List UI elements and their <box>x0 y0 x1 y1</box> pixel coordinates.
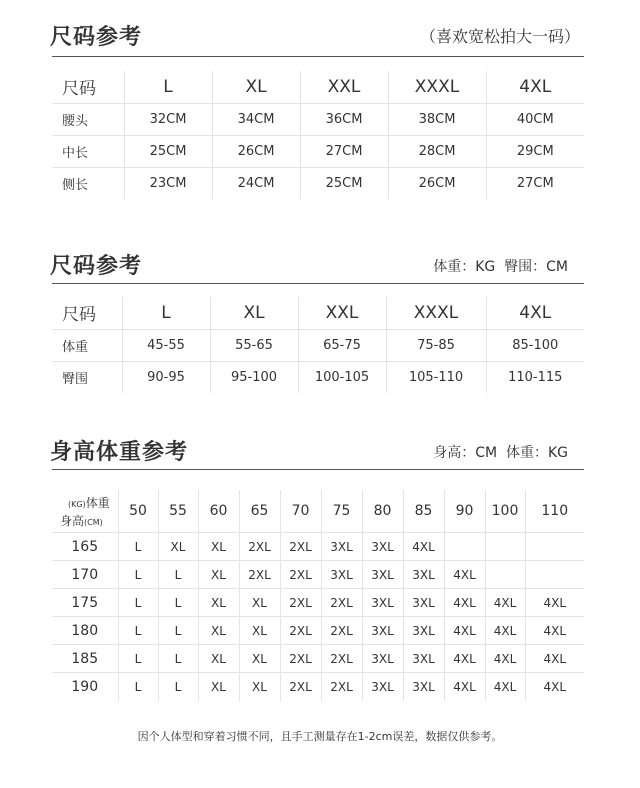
size-cell: 3XL <box>403 645 444 673</box>
header-cell: XXXL <box>388 71 486 103</box>
table-row <box>52 329 584 361</box>
size-cell: 3XL <box>403 673 444 701</box>
size-cell: L <box>118 533 158 561</box>
table-cell: 95-100 <box>210 361 298 393</box>
size-cell: L <box>118 617 158 645</box>
size-cell: 3XL <box>362 589 403 617</box>
section3-title: 身高体重参考 <box>50 440 189 465</box>
size-measure-table <box>52 71 584 199</box>
weight-header-cell: 110 <box>525 490 584 533</box>
table-cell: 45-55 <box>122 329 210 361</box>
table-row <box>52 135 584 167</box>
table-cell: 85-100 <box>486 329 584 361</box>
height-weight-table <box>52 490 584 701</box>
weight-axis-label: 体重 <box>85 496 110 510</box>
header-cell: XXL <box>298 297 386 329</box>
row-label: 体重 <box>52 329 122 361</box>
weight-header-cell: 80 <box>362 490 403 533</box>
table-cell: 32CM <box>124 103 212 135</box>
size-cell <box>485 533 525 561</box>
size-cell: 4XL <box>525 673 584 701</box>
header-cell: XXL <box>300 71 388 103</box>
size-cell: 3XL <box>362 645 403 673</box>
header-cell: 4XL <box>486 71 584 103</box>
table-cell: 100-105 <box>298 361 386 393</box>
size-cell: 2XL <box>280 673 321 701</box>
table-row <box>52 645 584 673</box>
size-cell: L <box>158 617 198 645</box>
section2-divider <box>52 283 584 284</box>
size-cell: 2XL <box>321 673 362 701</box>
row-label: 腰头 <box>52 103 124 135</box>
height-unit: (CM) <box>84 518 103 527</box>
header-cell: XL <box>212 71 300 103</box>
size-cell: 4XL <box>403 533 444 561</box>
row-label: 侧长 <box>52 167 124 199</box>
size-cell: 2XL <box>239 533 280 561</box>
size-cell: 2XL <box>321 589 362 617</box>
size-cell: L <box>118 589 158 617</box>
header-cell: L <box>124 71 212 103</box>
weight-unit: (KG) <box>68 500 86 509</box>
table-cell: 36CM <box>300 103 388 135</box>
table-cell: 75-85 <box>386 329 486 361</box>
section1-note: （喜欢宽松拍大一码） <box>419 27 580 46</box>
size-cell: 3XL <box>321 561 362 589</box>
size-cell: 3XL <box>403 589 444 617</box>
table-row <box>52 561 584 589</box>
section1-divider <box>52 56 584 57</box>
size-cell: XL <box>198 645 239 673</box>
table-row <box>52 167 584 199</box>
size-cell: 3XL <box>321 533 362 561</box>
size-cell: 4XL <box>485 645 525 673</box>
height-label: 165 <box>52 533 118 561</box>
table-row <box>52 533 584 561</box>
size-cell: XL <box>239 589 280 617</box>
weight-header-cell: 85 <box>403 490 444 533</box>
table-cell: 28CM <box>388 135 486 167</box>
section3-note: 身高：CM 体重：KG <box>433 445 568 461</box>
table-cell: 26CM <box>212 135 300 167</box>
size-cell: XL <box>198 589 239 617</box>
section2-note: 体重：KG 臀围：CM <box>433 259 568 275</box>
table-header-row <box>52 71 584 103</box>
size-cell: L <box>158 561 198 589</box>
table-cell: 23CM <box>124 167 212 199</box>
size-cell <box>444 533 485 561</box>
section1-title: 尺码参考 <box>50 25 143 50</box>
size-cell: 4XL <box>485 617 525 645</box>
size-cell: 2XL <box>280 561 321 589</box>
height-axis-label: 身高 <box>60 514 85 528</box>
size-cell: 3XL <box>403 617 444 645</box>
header-cell: XXXL <box>386 297 486 329</box>
size-cell: XL <box>158 533 198 561</box>
size-cell: 2XL <box>280 645 321 673</box>
size-cell: 2XL <box>321 617 362 645</box>
height-weight-body <box>52 533 584 701</box>
size-cell: 4XL <box>485 589 525 617</box>
section2-title: 尺码参考 <box>50 254 143 279</box>
table-row <box>52 589 584 617</box>
header-cell: 4XL <box>486 297 584 329</box>
table-row <box>52 361 584 393</box>
size-cell: XL <box>198 617 239 645</box>
size-cell: L <box>158 673 198 701</box>
weight-header-cell: 60 <box>198 490 239 533</box>
size-cell: 3XL <box>362 533 403 561</box>
size-cell: 4XL <box>525 617 584 645</box>
table-header-row <box>52 297 584 329</box>
table-cell: 90-95 <box>122 361 210 393</box>
size-cell: XL <box>198 533 239 561</box>
table-cell: 34CM <box>212 103 300 135</box>
size-cell: L <box>118 561 158 589</box>
size-cell: 2XL <box>280 589 321 617</box>
height-label: 185 <box>52 645 118 673</box>
weight-header-cell: 65 <box>239 490 280 533</box>
height-label: 170 <box>52 561 118 589</box>
size-cell <box>525 561 584 589</box>
table-cell: 26CM <box>388 167 486 199</box>
size-cell: XL <box>198 673 239 701</box>
size-cell <box>485 561 525 589</box>
size-cell: XL <box>239 645 280 673</box>
row-label: 中长 <box>52 135 124 167</box>
weight-header-cell: 50 <box>118 490 158 533</box>
size-cell: L <box>118 645 158 673</box>
size-cell: L <box>158 589 198 617</box>
size-cell: 4XL <box>444 673 485 701</box>
height-label: 175 <box>52 589 118 617</box>
size-cell: 4XL <box>525 589 584 617</box>
size-cell: 4XL <box>525 645 584 673</box>
size-cell: 2XL <box>239 561 280 589</box>
table-row <box>52 673 584 701</box>
table-cell: 40CM <box>486 103 584 135</box>
size-cell: XL <box>198 561 239 589</box>
table-cell: 110-115 <box>486 361 584 393</box>
table-cell: 27CM <box>486 167 584 199</box>
weight-header-cell: 70 <box>280 490 321 533</box>
size-cell: 4XL <box>444 617 485 645</box>
corner-cell <box>52 490 118 533</box>
header-cell: 尺码 <box>62 305 96 326</box>
header-cell: XL <box>210 297 298 329</box>
size-cell: 4XL <box>444 561 485 589</box>
size-cell: 2XL <box>321 645 362 673</box>
size-cell: L <box>158 645 198 673</box>
weight-header-cell: 75 <box>321 490 362 533</box>
header-cell: L <box>122 297 210 329</box>
size-cell: 2XL <box>280 533 321 561</box>
height-label: 180 <box>52 617 118 645</box>
size-cell: 3XL <box>362 673 403 701</box>
table-cell: 25CM <box>300 167 388 199</box>
height-label: 190 <box>52 673 118 701</box>
table-cell: 25CM <box>124 135 212 167</box>
table-cell: 65-75 <box>298 329 386 361</box>
size-cell: 3XL <box>403 561 444 589</box>
size-cell: 4XL <box>485 673 525 701</box>
size-cell: 4XL <box>444 589 485 617</box>
table-cell: 27CM <box>300 135 388 167</box>
size-cell: 2XL <box>280 617 321 645</box>
table-cell: 29CM <box>486 135 584 167</box>
size-cell: XL <box>239 617 280 645</box>
size-weight-table <box>52 297 584 393</box>
table-header-row <box>52 490 584 533</box>
footnote: 因个人体型和穿着习惯不同，且手工测量存在1-2cm误差，数据仅供参考。 <box>137 730 503 743</box>
row-label: 臀围 <box>52 361 122 393</box>
table-cell: 105-110 <box>386 361 486 393</box>
table-cell: 55-65 <box>210 329 298 361</box>
weight-header-cell: 90 <box>444 490 485 533</box>
table-cell: 38CM <box>388 103 486 135</box>
table-cell: 24CM <box>212 167 300 199</box>
size-cell: 3XL <box>362 617 403 645</box>
size-cell: XL <box>239 673 280 701</box>
section3-divider <box>52 469 584 470</box>
size-cell: 4XL <box>444 645 485 673</box>
table-row <box>52 103 584 135</box>
size-cell <box>525 533 584 561</box>
weight-header-cell: 55 <box>158 490 198 533</box>
size-cell: 3XL <box>362 561 403 589</box>
weight-header-cell: 100 <box>485 490 525 533</box>
size-cell: L <box>118 673 158 701</box>
header-cell: 尺码 <box>62 79 96 100</box>
table-row <box>52 617 584 645</box>
